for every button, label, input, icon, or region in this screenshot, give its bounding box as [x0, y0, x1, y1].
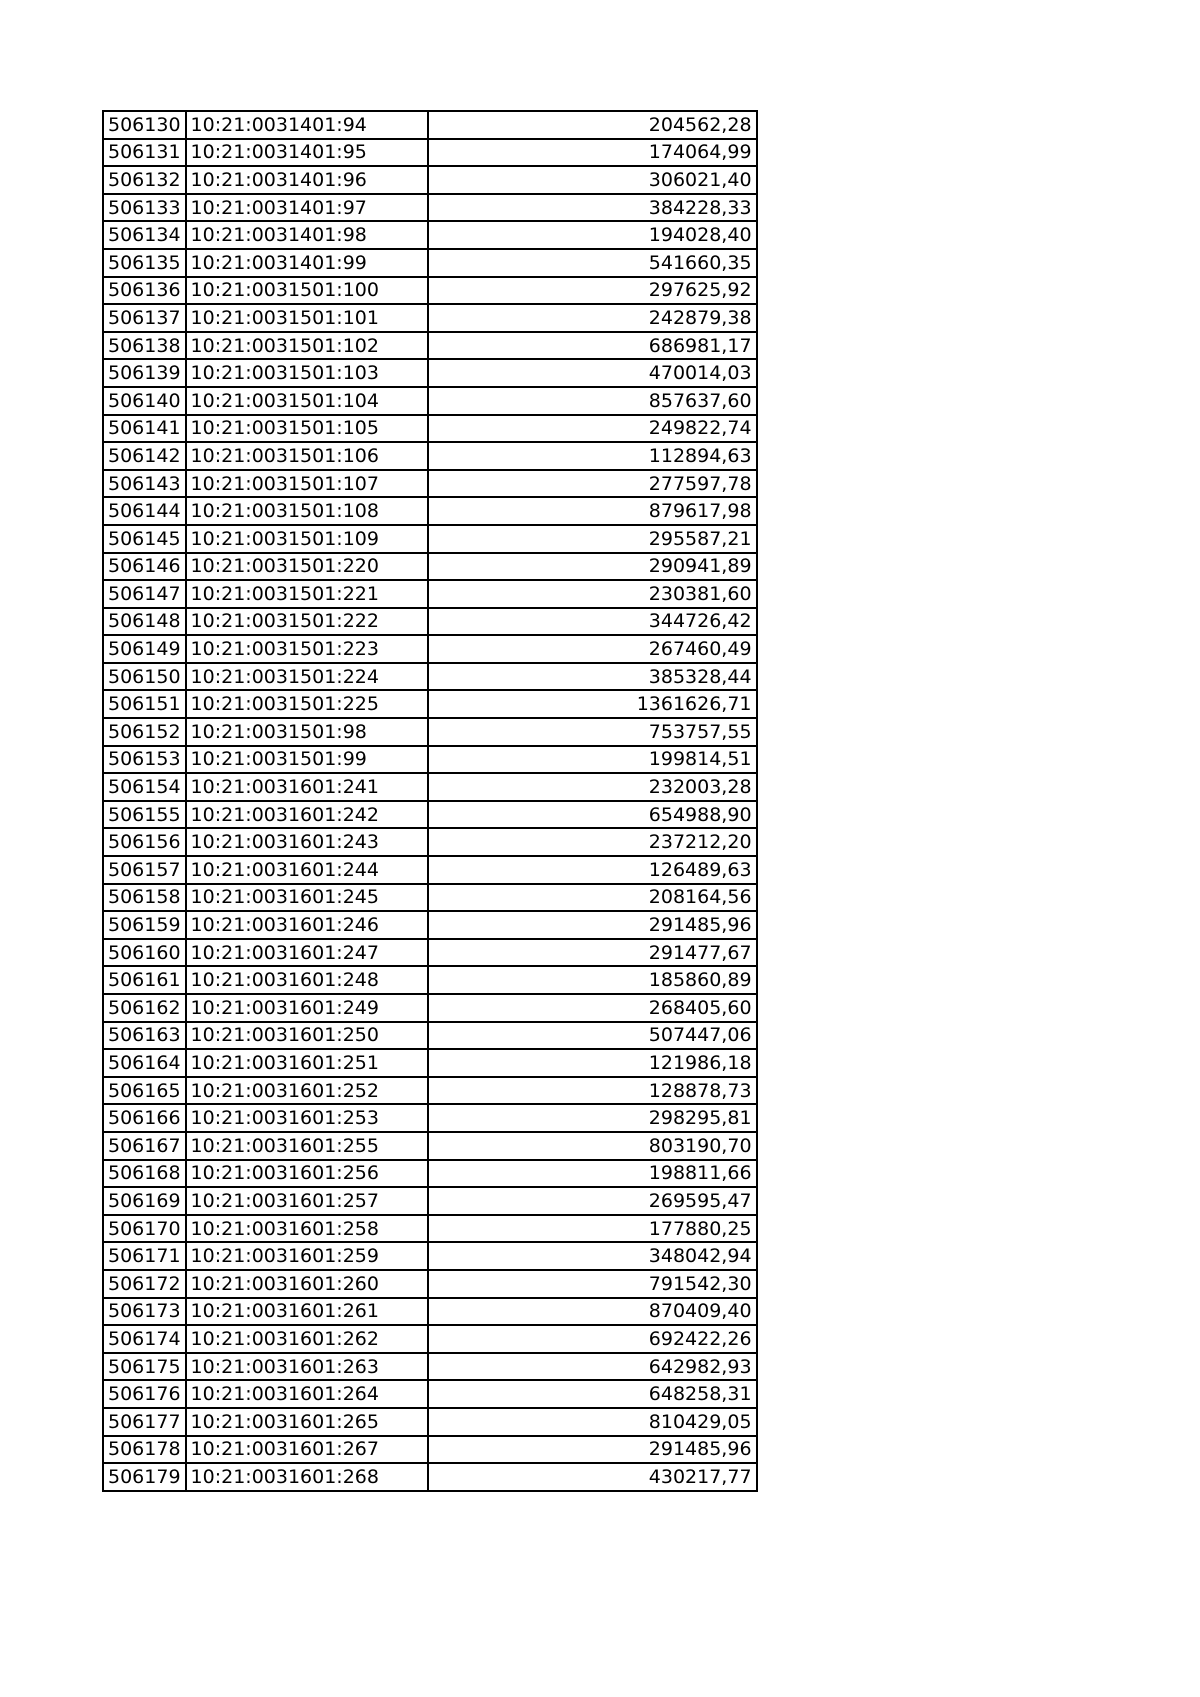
row-id-cell: 506164	[103, 1049, 186, 1077]
table-row	[103, 442, 757, 470]
cadastral-number-cell: 10:21:0031401:98	[186, 221, 428, 249]
cadastral-number-cell: 10:21:0031501:104	[186, 387, 428, 415]
cadastral-number-cell: 10:21:0031601:264	[186, 1380, 428, 1408]
cadastral-number-cell: 10:21:0031601:257	[186, 1187, 428, 1215]
cadastral-number-cell: 10:21:0031601:258	[186, 1215, 428, 1243]
row-id-cell: 506149	[103, 635, 186, 663]
row-id-cell: 506173	[103, 1298, 186, 1326]
row-id-cell: 506169	[103, 1187, 186, 1215]
table-row	[103, 1270, 757, 1298]
row-id-cell: 506134	[103, 221, 186, 249]
row-id-cell: 506159	[103, 911, 186, 939]
cadastral-number-cell: 10:21:0031501:99	[186, 746, 428, 774]
table-row	[103, 415, 757, 443]
value-cell: 470014,03	[428, 359, 757, 387]
row-id-cell: 506139	[103, 359, 186, 387]
row-id-cell: 506151	[103, 690, 186, 718]
cadastral-number-cell: 10:21:0031401:96	[186, 166, 428, 194]
value-cell: 177880,25	[428, 1215, 757, 1243]
table-row	[103, 690, 757, 718]
value-cell: 385328,44	[428, 663, 757, 691]
cadastral-number-cell: 10:21:0031601:250	[186, 1022, 428, 1050]
cadastral-number-cell: 10:21:0031601:246	[186, 911, 428, 939]
cadastral-number-cell: 10:21:0031601:243	[186, 828, 428, 856]
row-id-cell: 506160	[103, 939, 186, 967]
table-row	[103, 221, 757, 249]
cadastral-number-cell: 10:21:0031501:224	[186, 663, 428, 691]
cadastral-number-cell: 10:21:0031601:244	[186, 856, 428, 884]
table-row	[103, 635, 757, 663]
cadastral-number-cell: 10:21:0031601:262	[186, 1325, 428, 1353]
value-cell: 648258,31	[428, 1380, 757, 1408]
row-id-cell: 506152	[103, 718, 186, 746]
cadastral-number-cell: 10:21:0031601:248	[186, 966, 428, 994]
cadastral-number-cell: 10:21:0031601:263	[186, 1353, 428, 1381]
cadastral-number-cell: 10:21:0031501:98	[186, 718, 428, 746]
table-row	[103, 663, 757, 691]
table-row	[103, 1298, 757, 1326]
row-id-cell: 506150	[103, 663, 186, 691]
cadastral-number-cell: 10:21:0031501:223	[186, 635, 428, 663]
table-row	[103, 939, 757, 967]
row-id-cell: 506178	[103, 1436, 186, 1464]
table-row	[103, 801, 757, 829]
table-row	[103, 553, 757, 581]
table-row	[103, 1187, 757, 1215]
value-cell: 1361626,71	[428, 690, 757, 718]
cadastral-number-cell: 10:21:0031601:245	[186, 884, 428, 912]
value-cell: 430217,77	[428, 1463, 757, 1491]
table-row	[103, 304, 757, 332]
table-row	[103, 1325, 757, 1353]
cadastral-number-cell: 10:21:0031401:94	[186, 111, 428, 139]
value-cell: 384228,33	[428, 194, 757, 222]
row-id-cell: 506135	[103, 249, 186, 277]
value-cell: 791542,30	[428, 1270, 757, 1298]
cadastral-number-cell: 10:21:0031401:97	[186, 194, 428, 222]
value-cell: 344726,42	[428, 608, 757, 636]
value-cell: 642982,93	[428, 1353, 757, 1381]
value-cell: 204562,28	[428, 111, 757, 139]
row-id-cell: 506140	[103, 387, 186, 415]
table-row	[103, 194, 757, 222]
value-cell: 507447,06	[428, 1022, 757, 1050]
table-row	[103, 884, 757, 912]
table-row	[103, 1408, 757, 1436]
row-id-cell: 506133	[103, 194, 186, 222]
table-row	[103, 1463, 757, 1491]
value-cell: 654988,90	[428, 801, 757, 829]
table-row	[103, 773, 757, 801]
value-cell: 268405,60	[428, 994, 757, 1022]
row-id-cell: 506171	[103, 1242, 186, 1270]
row-id-cell: 506168	[103, 1160, 186, 1188]
row-id-cell: 506141	[103, 415, 186, 443]
value-cell: 870409,40	[428, 1298, 757, 1326]
row-id-cell: 506142	[103, 442, 186, 470]
cadastral-number-cell: 10:21:0031601:255	[186, 1132, 428, 1160]
row-id-cell: 506147	[103, 580, 186, 608]
table-row	[103, 966, 757, 994]
table-row	[103, 911, 757, 939]
value-cell: 348042,94	[428, 1242, 757, 1270]
table-row	[103, 1022, 757, 1050]
row-id-cell: 506176	[103, 1380, 186, 1408]
row-id-cell: 506163	[103, 1022, 186, 1050]
value-cell: 692422,26	[428, 1325, 757, 1353]
value-cell: 297625,92	[428, 277, 757, 305]
table-row	[103, 332, 757, 360]
row-id-cell: 506156	[103, 828, 186, 856]
table-row	[103, 1436, 757, 1464]
value-cell: 242879,38	[428, 304, 757, 332]
value-cell: 198811,66	[428, 1160, 757, 1188]
row-id-cell: 506170	[103, 1215, 186, 1243]
cadastral-number-cell: 10:21:0031501:103	[186, 359, 428, 387]
cadastral-number-cell: 10:21:0031601:249	[186, 994, 428, 1022]
table-row	[103, 828, 757, 856]
table-row	[103, 111, 757, 139]
table-row	[103, 718, 757, 746]
row-id-cell: 506165	[103, 1077, 186, 1105]
cadastral-number-cell: 10:21:0031601:265	[186, 1408, 428, 1436]
value-cell: 541660,35	[428, 249, 757, 277]
table-row	[103, 139, 757, 167]
table-row	[103, 277, 757, 305]
table-row	[103, 1242, 757, 1270]
value-cell: 269595,47	[428, 1187, 757, 1215]
row-id-cell: 506157	[103, 856, 186, 884]
value-cell: 810429,05	[428, 1408, 757, 1436]
value-cell: 857637,60	[428, 387, 757, 415]
value-cell: 879617,98	[428, 497, 757, 525]
cadastral-number-cell: 10:21:0031501:109	[186, 525, 428, 553]
table-body	[103, 111, 757, 1491]
cadastral-number-cell: 10:21:0031601:251	[186, 1049, 428, 1077]
table-row	[103, 608, 757, 636]
cadastral-number-cell: 10:21:0031501:221	[186, 580, 428, 608]
value-cell: 232003,28	[428, 773, 757, 801]
table-row	[103, 166, 757, 194]
cadastral-number-cell: 10:21:0031501:106	[186, 442, 428, 470]
row-id-cell: 506138	[103, 332, 186, 360]
cadastral-number-cell: 10:21:0031501:101	[186, 304, 428, 332]
row-id-cell: 506154	[103, 773, 186, 801]
table-row	[103, 1077, 757, 1105]
row-id-cell: 506137	[103, 304, 186, 332]
cadastral-number-cell: 10:21:0031601:253	[186, 1104, 428, 1132]
table-row	[103, 1215, 757, 1243]
row-id-cell: 506144	[103, 497, 186, 525]
cadastral-number-cell: 10:21:0031601:256	[186, 1160, 428, 1188]
table-row	[103, 746, 757, 774]
table-row	[103, 1104, 757, 1132]
value-cell: 194028,40	[428, 221, 757, 249]
table-row	[103, 359, 757, 387]
cadastral-number-cell: 10:21:0031601:247	[186, 939, 428, 967]
value-cell: 112894,63	[428, 442, 757, 470]
row-id-cell: 506131	[103, 139, 186, 167]
value-cell: 291477,67	[428, 939, 757, 967]
row-id-cell: 506132	[103, 166, 186, 194]
data-table	[102, 110, 758, 1492]
table-row	[103, 249, 757, 277]
value-cell: 199814,51	[428, 746, 757, 774]
value-cell: 230381,60	[428, 580, 757, 608]
cadastral-number-cell: 10:21:0031501:105	[186, 415, 428, 443]
cadastral-number-cell: 10:21:0031601:241	[186, 773, 428, 801]
value-cell: 237212,20	[428, 828, 757, 856]
value-cell: 306021,40	[428, 166, 757, 194]
table-row	[103, 497, 757, 525]
value-cell: 298295,81	[428, 1104, 757, 1132]
value-cell: 291485,96	[428, 1436, 757, 1464]
row-id-cell: 506146	[103, 553, 186, 581]
table-row	[103, 1132, 757, 1160]
table-row	[103, 470, 757, 498]
cadastral-number-cell: 10:21:0031601:268	[186, 1463, 428, 1491]
value-cell: 290941,89	[428, 553, 757, 581]
cadastral-number-cell: 10:21:0031501:107	[186, 470, 428, 498]
row-id-cell: 506153	[103, 746, 186, 774]
value-cell: 291485,96	[428, 911, 757, 939]
row-id-cell: 506148	[103, 608, 186, 636]
value-cell: 277597,78	[428, 470, 757, 498]
table-row	[103, 1049, 757, 1077]
cadastral-number-cell: 10:21:0031501:108	[186, 497, 428, 525]
table-row	[103, 994, 757, 1022]
row-id-cell: 506174	[103, 1325, 186, 1353]
value-cell: 753757,55	[428, 718, 757, 746]
cadastral-number-cell: 10:21:0031401:99	[186, 249, 428, 277]
cadastral-number-cell: 10:21:0031601:267	[186, 1436, 428, 1464]
cadastral-number-cell: 10:21:0031501:100	[186, 277, 428, 305]
row-id-cell: 506177	[103, 1408, 186, 1436]
row-id-cell: 506162	[103, 994, 186, 1022]
value-cell: 128878,73	[428, 1077, 757, 1105]
table-row	[103, 1160, 757, 1188]
value-cell: 267460,49	[428, 635, 757, 663]
row-id-cell: 506172	[103, 1270, 186, 1298]
value-cell: 249822,74	[428, 415, 757, 443]
value-cell: 185860,89	[428, 966, 757, 994]
row-id-cell: 506130	[103, 111, 186, 139]
table-row	[103, 580, 757, 608]
value-cell: 208164,56	[428, 884, 757, 912]
row-id-cell: 506145	[103, 525, 186, 553]
row-id-cell: 506143	[103, 470, 186, 498]
value-cell: 803190,70	[428, 1132, 757, 1160]
value-cell: 295587,21	[428, 525, 757, 553]
cadastral-number-cell: 10:21:0031601:261	[186, 1298, 428, 1326]
value-cell: 686981,17	[428, 332, 757, 360]
row-id-cell: 506161	[103, 966, 186, 994]
cadastral-number-cell: 10:21:0031501:102	[186, 332, 428, 360]
row-id-cell: 506179	[103, 1463, 186, 1491]
table-row	[103, 1353, 757, 1381]
cadastral-number-cell: 10:21:0031601:259	[186, 1242, 428, 1270]
table-row	[103, 1380, 757, 1408]
cadastral-number-cell: 10:21:0031501:225	[186, 690, 428, 718]
value-cell: 174064,99	[428, 139, 757, 167]
cadastral-number-cell: 10:21:0031601:260	[186, 1270, 428, 1298]
row-id-cell: 506175	[103, 1353, 186, 1381]
cadastral-number-cell: 10:21:0031601:252	[186, 1077, 428, 1105]
table-row	[103, 387, 757, 415]
value-cell: 121986,18	[428, 1049, 757, 1077]
row-id-cell: 506155	[103, 801, 186, 829]
row-id-cell: 506166	[103, 1104, 186, 1132]
table-row	[103, 525, 757, 553]
cadastral-number-cell: 10:21:0031501:222	[186, 608, 428, 636]
row-id-cell: 506167	[103, 1132, 186, 1160]
row-id-cell: 506158	[103, 884, 186, 912]
value-cell: 126489,63	[428, 856, 757, 884]
cadastral-number-cell: 10:21:0031601:242	[186, 801, 428, 829]
table-row	[103, 856, 757, 884]
cadastral-number-cell: 10:21:0031501:220	[186, 553, 428, 581]
cadastral-number-cell: 10:21:0031401:95	[186, 139, 428, 167]
row-id-cell: 506136	[103, 277, 186, 305]
